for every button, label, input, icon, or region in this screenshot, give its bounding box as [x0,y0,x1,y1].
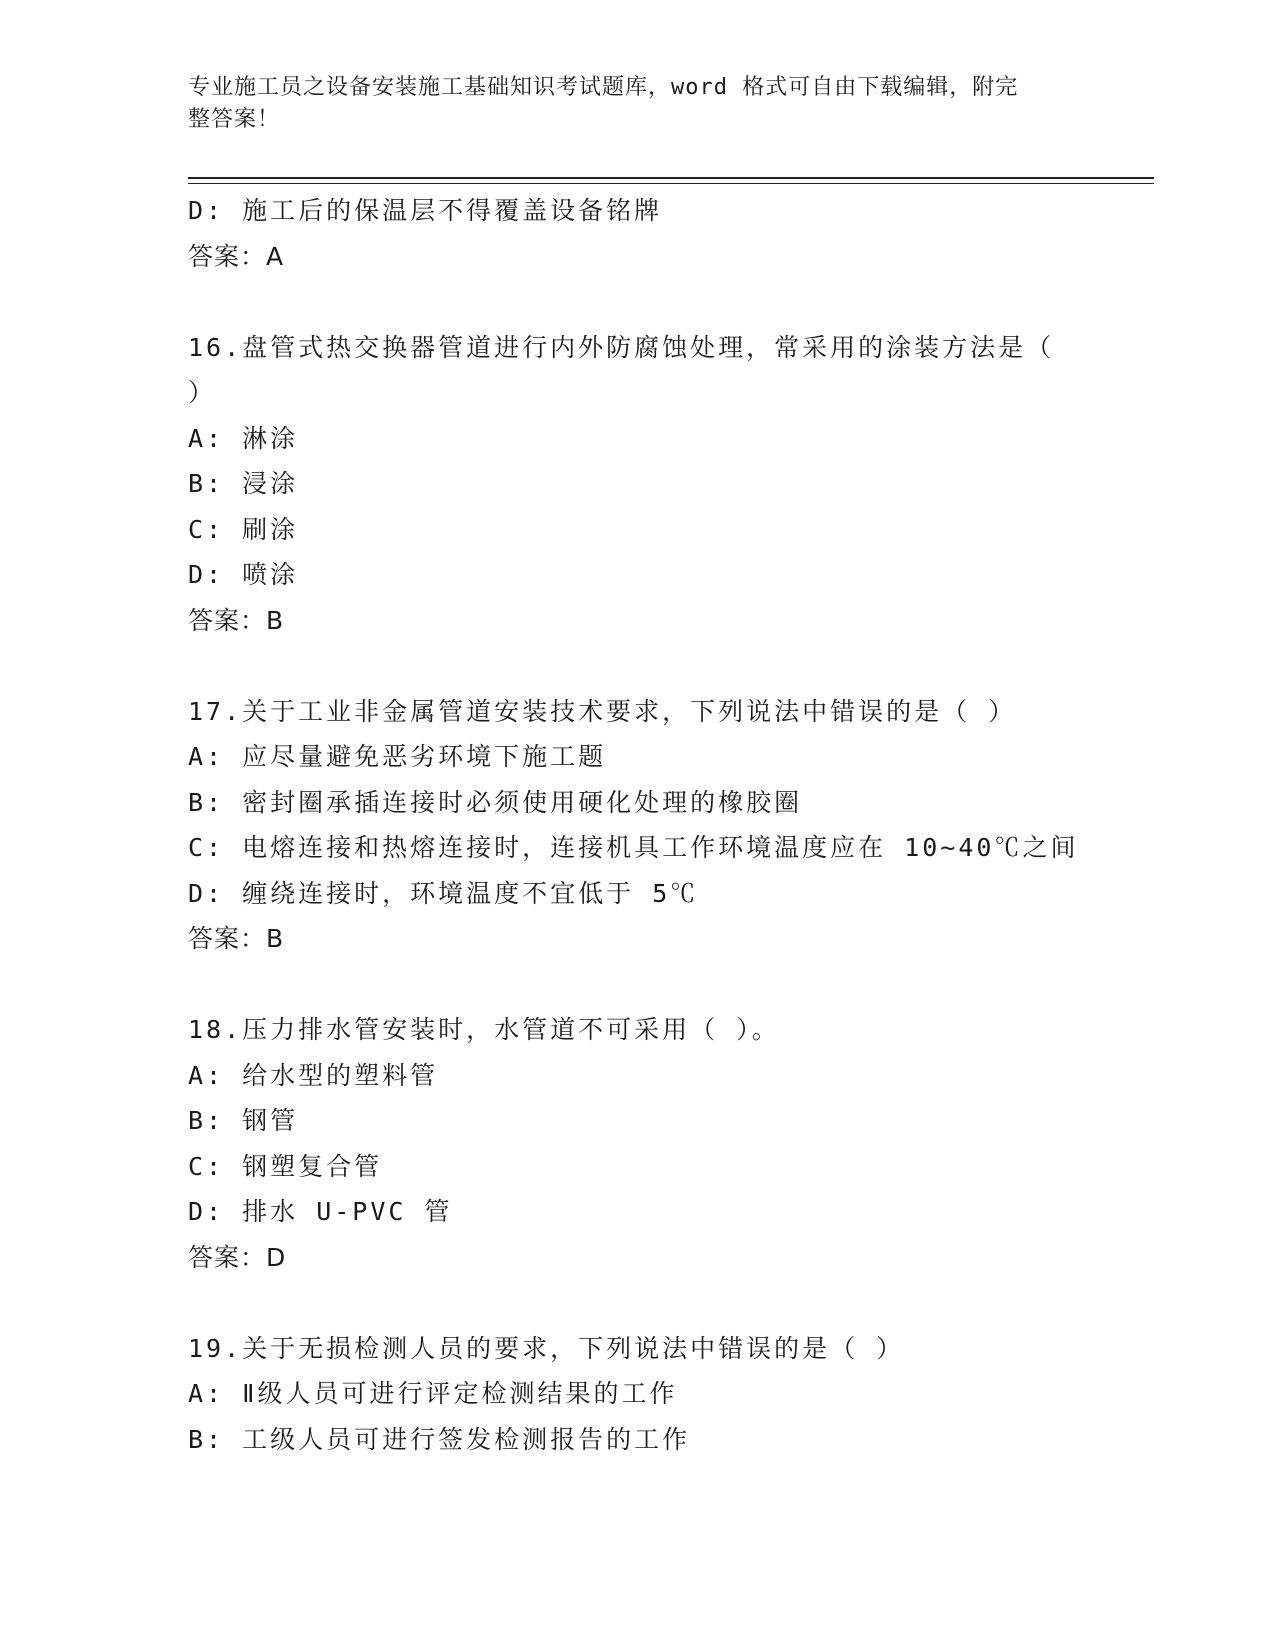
header-line-2: 整答案！ [188,107,281,132]
q17-option-a: A: 应尽量避免恶劣环境下施工题 [188,742,607,771]
q16-option-a: A: 淋涂 [188,423,299,453]
q18-option-d: D: 排水 U-PVC 管 [188,1197,453,1226]
prev-answer: 答案：A [188,241,285,271]
q18-stem: 18.压力排水管安装时，水管道不可采用（ ）。 [188,1015,780,1044]
q16-stem-line-2: ） [188,378,217,407]
prev-option-d: D: 施工后的保温层不得覆盖设备铭牌 [188,196,663,225]
header-rule-thin [188,183,1154,184]
q17-answer: 答案：B [188,924,285,953]
q19-stem: 19.关于无损检测人员的要求，下列说法中错误的是（ ） [188,1333,905,1363]
q18-option-a: A: 给水型的塑料管 [188,1060,439,1090]
q16-answer: 答案：B [188,605,285,635]
spacer [188,1280,1088,1326]
spacer [188,962,1088,1008]
spacer [188,279,1088,325]
q19-option-a: A: Ⅱ级人员可进行评定检测结果的工作 [188,1379,678,1408]
q17-option-d: D: 缠绕连接时，环境温度不宜低于 5℃ [188,878,699,908]
question-16 [188,325,1088,644]
q17-stem: 17.关于工业非金属管道安装技术要求，下列说法中错误的是（ ） [188,696,1017,726]
question-18 [188,1007,1088,1280]
q17-option-b: B: 密封圈承插连接时必须使用硬化处理的橡胶圈 [188,787,803,817]
q16-option-b: B: 浸涂 [188,469,299,498]
q16-option-c: C: 刷涂 [188,514,299,544]
spacer [188,643,1088,689]
q18-option-c: C: 钢塑复合管 [188,1151,383,1181]
document-header [188,72,1068,136]
q18-option-b: B: 钢管 [188,1106,299,1135]
q16-option-d: D: 喷涂 [188,560,299,589]
q18-answer: 答案：D [188,1242,287,1272]
question-19 [188,1326,1088,1463]
question-content [188,188,1088,1462]
q19-option-b: B: 工级人员可进行签发检测报告的工作 [188,1424,691,1454]
header-line-1: 专业施工员之设备安装施工基础知识考试题库，word 格式可自由下载编辑，附完 [188,75,1019,100]
q16-stem-line-1: 16.盘管式热交换器管道进行内外防腐蚀处理，常采用的涂装方法是（ [188,332,1055,362]
question-17 [188,689,1088,962]
header-rule-thick [188,177,1154,179]
q17-option-c: C: 电熔连接和热熔连接时，连接机具工作环境温度应在 10~40℃之间 [188,833,1079,862]
